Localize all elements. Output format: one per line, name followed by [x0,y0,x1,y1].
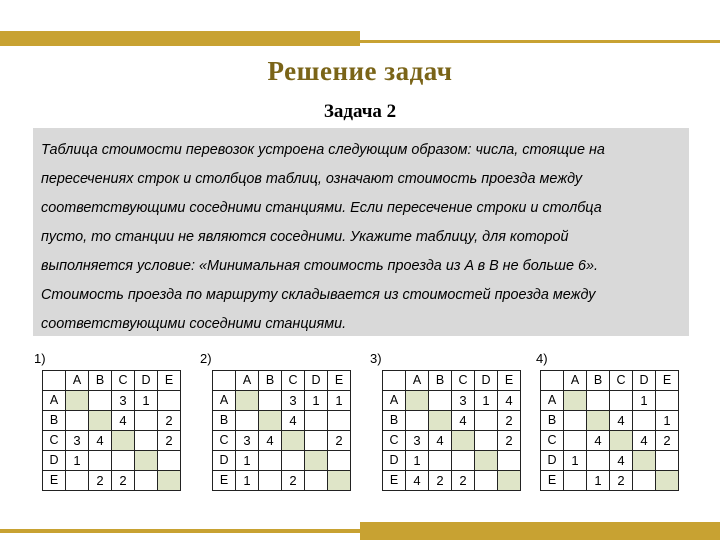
diagonal-cell [406,391,429,411]
page-title: Решение задач [267,56,453,86]
cost-cell: 3 [452,391,475,411]
cost-cell [328,451,351,471]
cost-cell [305,471,328,491]
column-header: C [452,371,475,391]
column-header: B [259,371,282,391]
table-row [213,451,351,471]
diagonal-cell [158,471,181,491]
cost-cell [158,391,181,411]
bottom-accent-bar-long [360,522,720,540]
cost-cell [259,391,282,411]
column-header: E [158,371,181,391]
row-header: B [43,411,66,431]
cost-cell [135,431,158,451]
column-header: B [89,371,112,391]
diagonal-cell [282,431,305,451]
header-row [43,371,181,391]
cost-cell [89,451,112,471]
cost-cell [305,411,328,431]
column-header: A [236,371,259,391]
cost-cell [633,471,656,491]
cost-cell [328,411,351,431]
cost-cell: 1 [236,471,259,491]
cost-cell [610,391,633,411]
row-header: B [213,411,236,431]
corner-cell [213,371,236,391]
task-line: соответствующими соседними станциями. [41,316,347,332]
row-header: A [213,391,236,411]
table-label: 1) [34,351,46,366]
cost-cell: 4 [112,411,135,431]
table-row [383,391,521,411]
cost-cell: 4 [633,431,656,451]
cost-cell [259,451,282,471]
cost-cell: 2 [498,431,521,451]
cost-cell [158,451,181,471]
column-header: E [328,371,351,391]
task-line: пересечениях строк и столбцов таблиц, означают стоимость проезда между [41,171,583,187]
row-header: A [383,391,406,411]
cost-cell: 1 [475,391,498,411]
table-row [43,391,181,411]
column-header: C [112,371,135,391]
cost-cell: 3 [112,391,135,411]
diagonal-cell [66,391,89,411]
row-header: E [541,471,564,491]
cost-cell [135,411,158,431]
column-header: B [429,371,452,391]
row-header: C [43,431,66,451]
column-header: B [587,371,610,391]
cost-cell [564,411,587,431]
diagonal-cell [610,431,633,451]
cost-cell: 4 [610,451,633,471]
row-header: D [43,451,66,471]
cost-cell: 2 [89,471,112,491]
cost-cell: 4 [406,471,429,491]
diagonal-cell [475,451,498,471]
header-row [541,371,679,391]
cost-cell [135,471,158,491]
table-row [541,471,679,491]
cost-cell [587,451,610,471]
diagonal-cell [633,451,656,471]
cost-cell: 2 [282,471,305,491]
cost-cell: 1 [656,411,679,431]
table-row [383,471,521,491]
table-label: 4) [536,351,548,366]
diagonal-cell [135,451,158,471]
row-header: D [541,451,564,471]
row-header: E [43,471,66,491]
cost-cell: 2 [328,431,351,451]
row-header: A [43,391,66,411]
cost-cell: 1 [564,451,587,471]
column-header: D [633,371,656,391]
cost-cell [656,451,679,471]
table-row [541,431,679,451]
diagonal-cell [328,471,351,491]
cost-cell: 1 [406,451,429,471]
cost-cell [475,471,498,491]
row-header: D [383,451,406,471]
row-header: C [541,431,564,451]
cost-cell: 2 [429,471,452,491]
task-text-box [33,128,689,336]
diagonal-cell [587,411,610,431]
table-label: 3) [370,351,382,366]
diagonal-cell [236,391,259,411]
cost-cell: 4 [89,431,112,451]
top-accent-bar-long [0,31,360,46]
corner-cell [383,371,406,391]
table-row [43,431,181,451]
cost-cell [259,471,282,491]
cost-cell: 2 [452,471,475,491]
column-header: A [564,371,587,391]
column-header: E [498,371,521,391]
row-header: E [213,471,236,491]
cost-cell: 1 [305,391,328,411]
cost-cell: 2 [158,431,181,451]
cost-cell: 1 [633,391,656,411]
table-row [213,411,351,431]
row-header: C [213,431,236,451]
row-header: B [383,411,406,431]
task-line: выполняется условие: «Минимальная стоимость проезда из A в B не больше 6». [41,258,599,274]
row-header: C [383,431,406,451]
cost-cell: 3 [236,431,259,451]
cost-cell [282,451,305,471]
cost-cell: 4 [610,411,633,431]
cost-cell: 3 [282,391,305,411]
table-row [213,471,351,491]
cost-cell [656,391,679,411]
cost-cell: 1 [236,451,259,471]
column-header: D [135,371,158,391]
corner-cell [541,371,564,391]
cost-cell [564,431,587,451]
column-header: D [475,371,498,391]
cost-cell: 2 [498,411,521,431]
header-row [213,371,351,391]
header-row [383,371,521,391]
cost-cell [89,391,112,411]
cost-table-1 [42,370,181,491]
cost-cell: 1 [135,391,158,411]
task-line: Таблица стоимости перевозок устроена следующим образом: числа, стоящие на [41,142,605,158]
cost-cell: 4 [282,411,305,431]
cost-cell: 3 [66,431,89,451]
cost-cell [633,411,656,431]
page-subtitle: Задача 2 [323,101,397,122]
table-row [213,431,351,451]
row-header: A [541,391,564,411]
diagonal-cell [112,431,135,451]
diagonal-cell [305,451,328,471]
cost-cell [406,411,429,431]
cost-cell: 1 [328,391,351,411]
cost-cell [564,471,587,491]
cost-cell: 2 [656,431,679,451]
table-label: 2) [200,351,212,366]
cost-cell [236,411,259,431]
column-header: D [305,371,328,391]
cost-cell: 4 [259,431,282,451]
task-line: пусто, то станции не являются соседними. Укажите таблицу, для которой [41,229,569,245]
cost-cell: 2 [112,471,135,491]
diagonal-cell [564,391,587,411]
row-header: E [383,471,406,491]
row-header: B [541,411,564,431]
cost-cell [475,411,498,431]
column-header: C [282,371,305,391]
cost-table-3 [382,370,521,491]
diagonal-cell [429,411,452,431]
column-header: C [610,371,633,391]
task-line: Стоимость проезда по маршруту складывается из стоимостей проезда между [41,287,596,303]
cost-cell [498,451,521,471]
bottom-accent-bar-short [0,529,360,533]
cost-cell [112,451,135,471]
table-row [541,391,679,411]
top-accent-bar-short [360,40,720,43]
cost-cell [452,451,475,471]
column-header: E [656,371,679,391]
cost-cell: 1 [66,451,89,471]
cost-cell: 3 [406,431,429,451]
corner-cell [43,371,66,391]
diagonal-cell [498,471,521,491]
diagonal-cell [259,411,282,431]
table-row [383,411,521,431]
cost-table-4 [540,370,679,491]
cost-table-2 [212,370,351,491]
table-row [383,431,521,451]
table-row [43,471,181,491]
task-line: соответствующими соседними станциями. Если пересечение строки и столбца [41,200,602,216]
cost-cell [429,391,452,411]
cost-cell: 1 [587,471,610,491]
cost-cell: 4 [498,391,521,411]
diagonal-cell [89,411,112,431]
row-header: D [213,451,236,471]
column-header: A [406,371,429,391]
cost-cell: 2 [610,471,633,491]
cost-cell [66,411,89,431]
cost-cell [475,431,498,451]
cost-cell: 4 [587,431,610,451]
cost-cell: 4 [429,431,452,451]
table-row [213,391,351,411]
cost-cell: 4 [452,411,475,431]
cost-cell [305,431,328,451]
diagonal-cell [656,471,679,491]
cost-cell [587,391,610,411]
table-row [43,451,181,471]
cost-cell: 2 [158,411,181,431]
table-row [541,451,679,471]
table-row [43,411,181,431]
cost-cell [429,451,452,471]
column-header: A [66,371,89,391]
diagonal-cell [452,431,475,451]
table-row [383,451,521,471]
table-row [541,411,679,431]
cost-cell [66,471,89,491]
